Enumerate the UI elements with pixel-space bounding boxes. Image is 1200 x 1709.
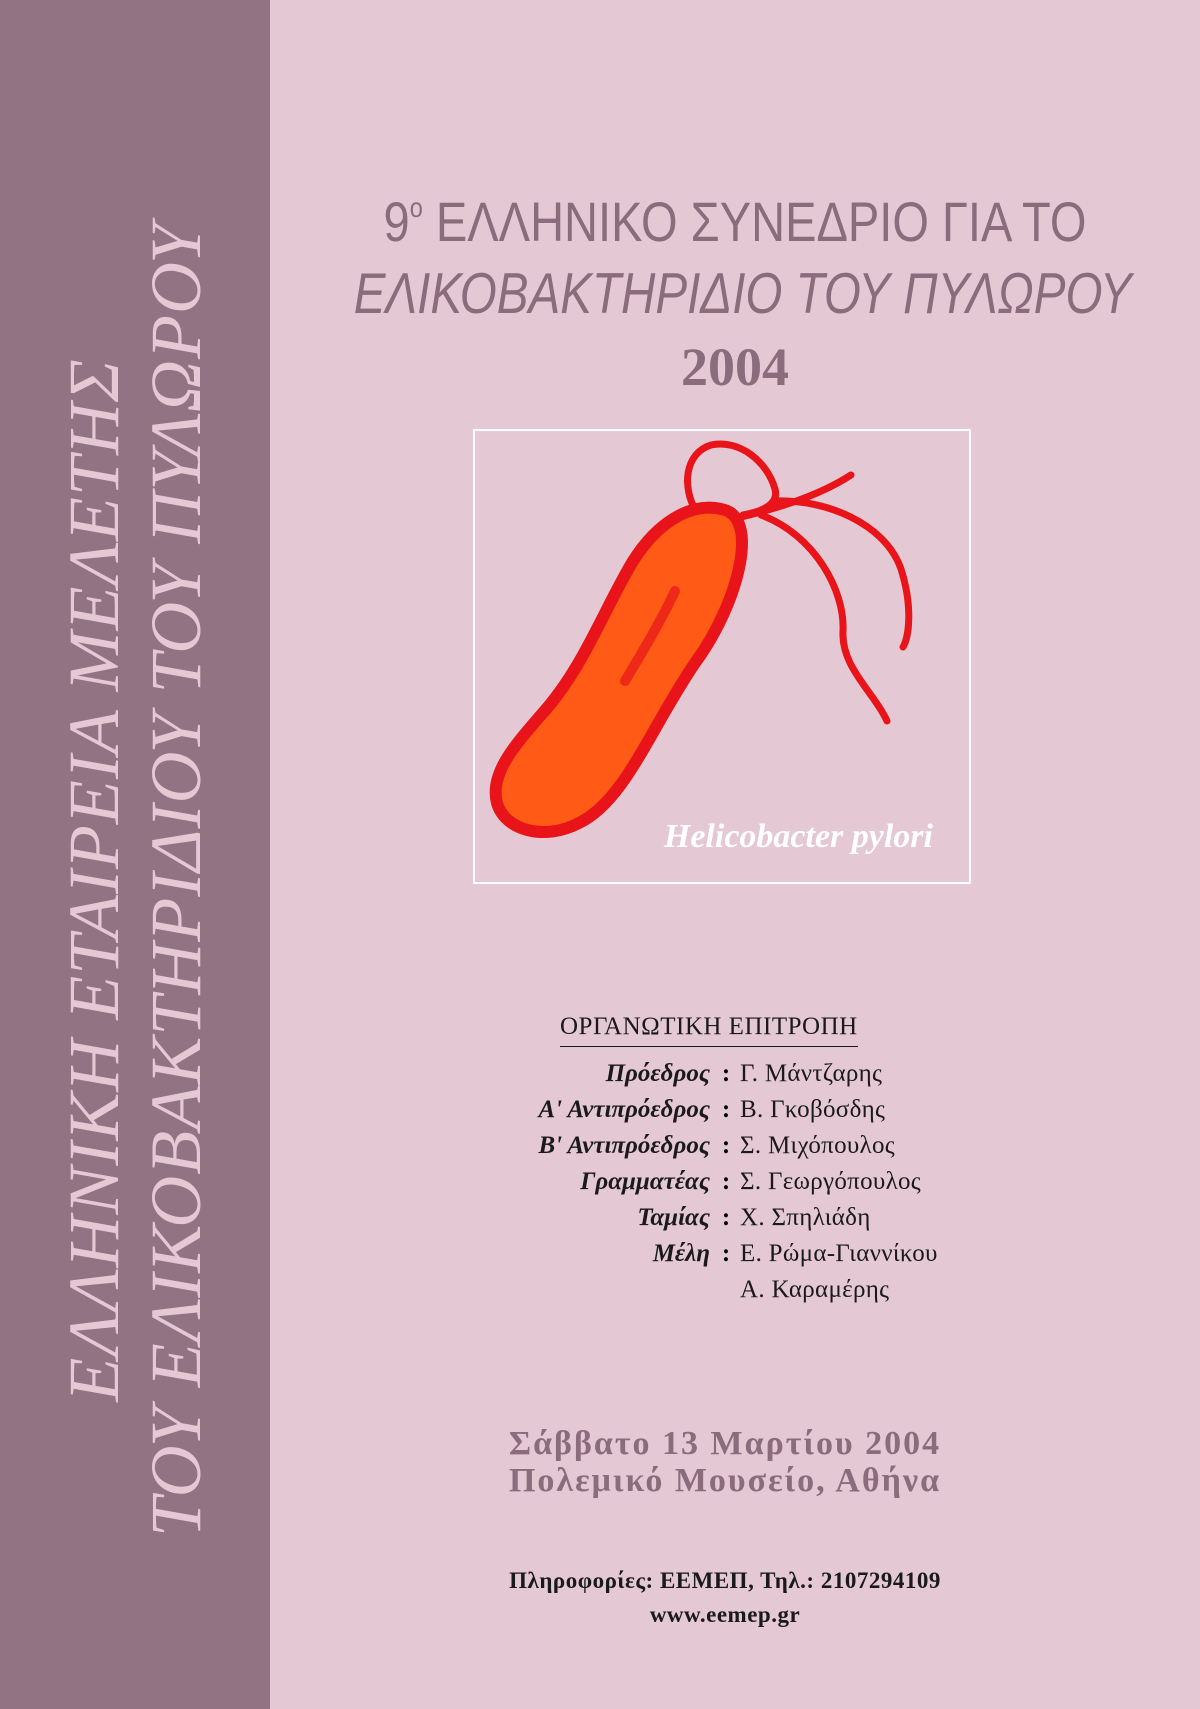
committee-role: Γραμματέας [580, 1168, 710, 1195]
title-line1-text: ΕΛΛΗΝΙΚΟ ΣΥΝΕΔΡΙΟ ΓΙΑ ΤΟ [422, 190, 1087, 253]
committee-heading: ΟΡΓΑΝΩΤΙΚΗ ΕΠΙΤΡΟΠΗ [560, 1012, 858, 1047]
committee-name: Χ. Σπηλιάδη [740, 1204, 871, 1231]
committee-separator: : [721, 1096, 731, 1123]
committee-separator: : [721, 1240, 731, 1267]
committee-row [420, 1056, 1040, 1092]
event-details [420, 1425, 1030, 1499]
flagellum-lower [761, 515, 887, 721]
title-year: 2004 [681, 337, 789, 397]
website-link[interactable]: www.eemep.gr [649, 1602, 801, 1627]
title-line1 [344, 172, 1125, 258]
committee-row [420, 1092, 1040, 1128]
committee-role: Α' Αντιπρόεδρος [538, 1096, 710, 1123]
helicobacter-image [475, 431, 969, 882]
committee-role: Μέλη [652, 1240, 710, 1267]
event-venue: Πολεμικό Μουσείο, Αθήνα [508, 1462, 942, 1499]
committee-row [420, 1272, 1040, 1308]
committee-name: Σ. Γεωργόπουλος [740, 1168, 922, 1195]
committee-name: Β. Γκοβόσδης [740, 1096, 886, 1123]
contact-info [420, 1564, 1030, 1632]
society-name-line1: ΕΛΛΗΝΙΚΗ ΕΤΑΙΡΕΙΑ ΜΕΛΕΤΗΣ [54, 358, 134, 1402]
committee-name: Σ. Μιχόπουλος [740, 1132, 895, 1159]
committee-separator: : [721, 1204, 731, 1231]
committee-name: Ε. Ρώμα-Γιαννίκου [740, 1240, 938, 1267]
bacterium-illustration [473, 429, 971, 884]
congress-title [270, 172, 1200, 404]
society-name [53, 60, 217, 1700]
committee-role: Πρόεδρος [605, 1060, 710, 1087]
image-caption: Helicobacter pylori [663, 818, 933, 855]
event-date: Σάββατο 13 Μαρτίου 2004 [508, 1425, 942, 1462]
committee-role: Ταμίας [637, 1204, 710, 1231]
title-number: 9 [383, 190, 410, 253]
committee-separator: : [721, 1168, 731, 1195]
committee-separator: : [721, 1060, 731, 1087]
committee-list [420, 1056, 1040, 1308]
committee-row [420, 1164, 1040, 1200]
committee-role: Β' Αντιπρόεδρος [538, 1132, 710, 1159]
committee-row [420, 1128, 1040, 1164]
committee-separator: : [721, 1132, 731, 1159]
title-line2: ΕΛΙΚΟΒΑΚΤΗΡΙΔΙΟ ΤΟΥ ΠΥΛΩΡΟΥ [353, 261, 1132, 326]
society-name-line2: ΤΟΥ ΕΛΙΚΟΒΑΚΤΗΡΙΔΙΟΥ ΤΟΥ ΠΥΛΩΡΟΥ [136, 222, 216, 1538]
committee-name: Α. Καραμέρης [740, 1276, 890, 1303]
bacterium-body [496, 508, 742, 832]
committee-row [420, 1200, 1040, 1236]
sidebar [0, 0, 270, 1709]
committee-row [420, 1236, 1040, 1272]
contact-line: Πληροφορίες: ΕΕΜΕΠ, Τηλ.: 2107294109 [509, 1568, 941, 1593]
title-ordinal: ο [409, 192, 423, 223]
committee-name: Γ. Μάντζαρης [740, 1060, 883, 1087]
